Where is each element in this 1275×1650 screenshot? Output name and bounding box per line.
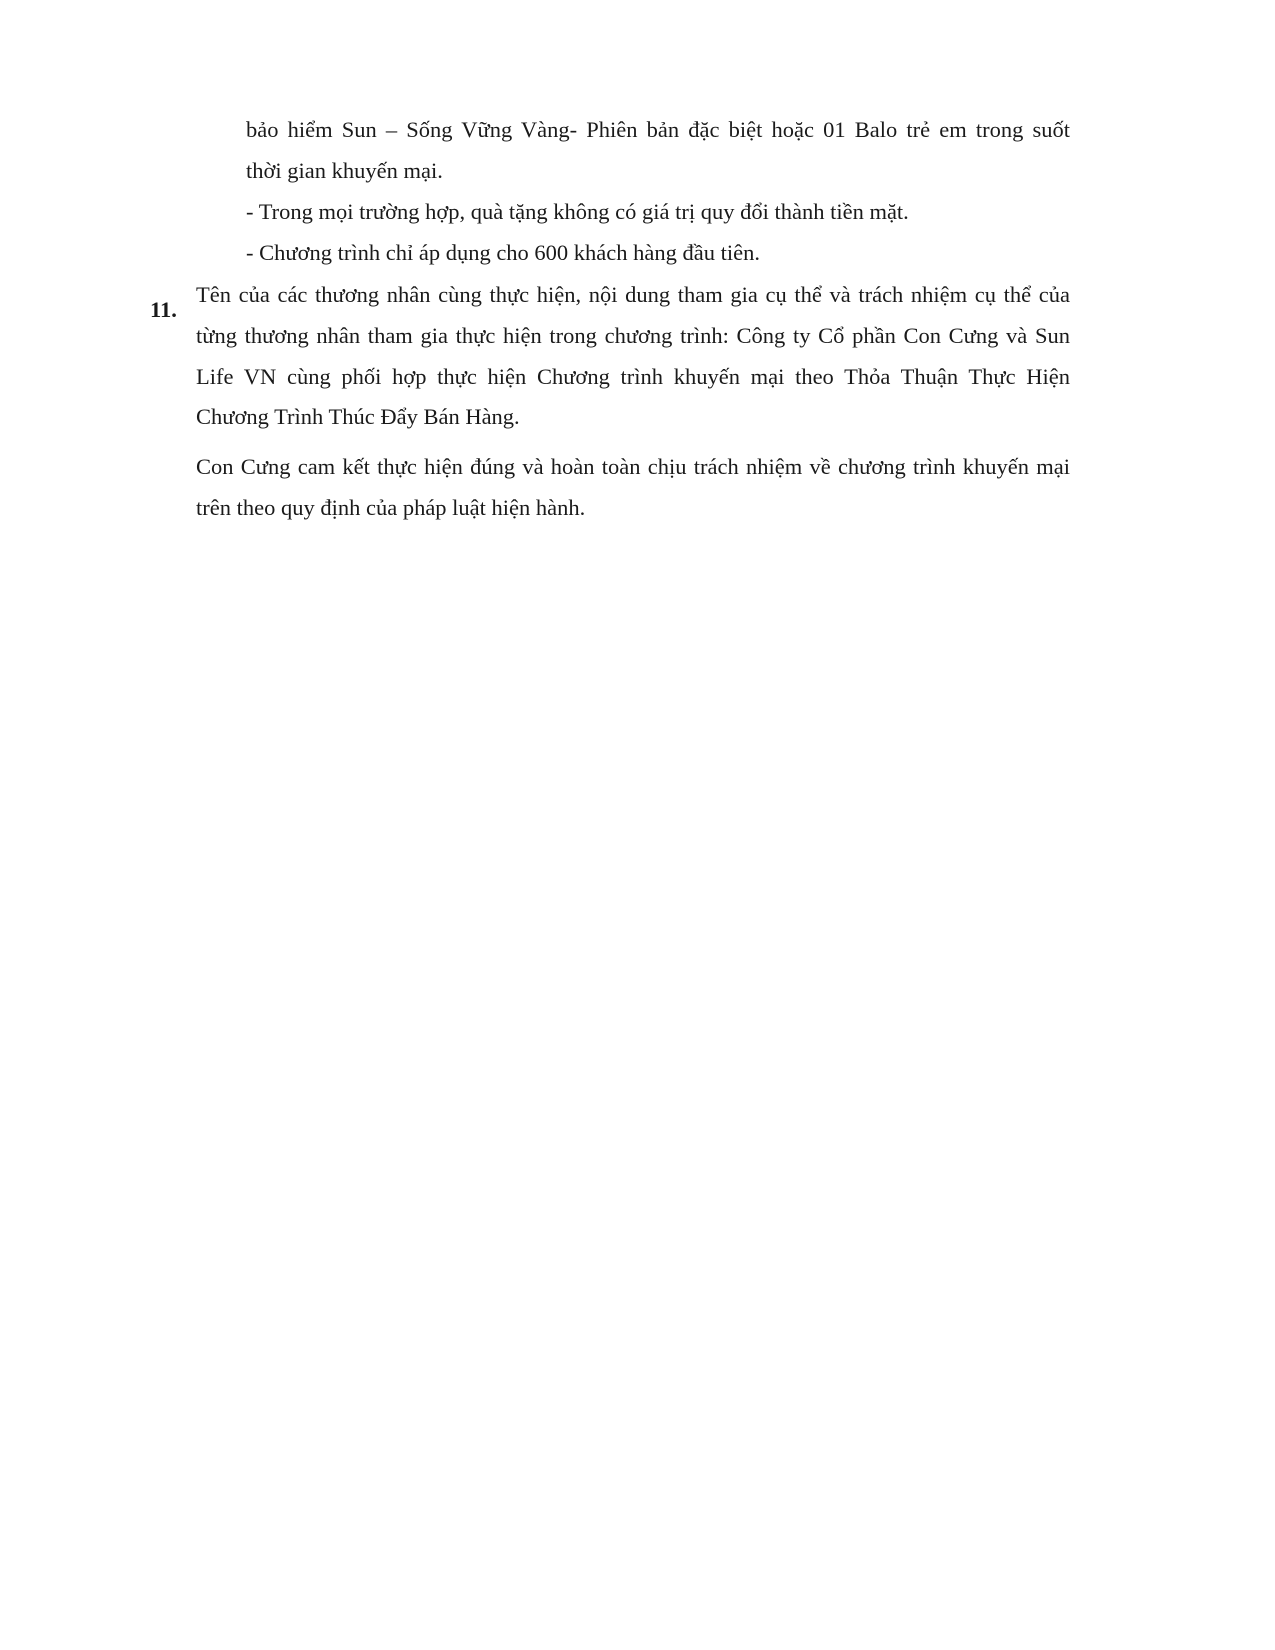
item-number: 11. bbox=[150, 297, 177, 322]
commitment-line-2: trên theo quy định của pháp luật hiện hành. bbox=[196, 495, 586, 520]
bullet-gift-no-cash: - Trong mọi trường hợp, quà tặng không có giá trị quy đổi thành tiền mặt. bbox=[246, 199, 909, 224]
item11-line-3: Life VN cùng phối hợp thực hiện Chương trình khuyến mại theo Thỏa Thuận Thực Hiện bbox=[196, 364, 1070, 389]
commitment-line-1: Con Cưng cam kết thực hiện đúng và hoàn toàn chịu trách nhiệm về chương trình khuyến mại bbox=[196, 454, 1070, 479]
item11-line-1: Tên của các thương nhân cùng thực hiện, nội dung tham gia cụ thể và trách nhiệm cụ thể của bbox=[196, 282, 1070, 307]
item11-line-2: từng thương nhân tham gia thực hiện trong chương trình: Công ty Cổ phần Con Cưng và Sun bbox=[196, 323, 1070, 348]
continuation-line-1: bảo hiểm Sun – Sống Vững Vàng- Phiên bản đặc biệt hoặc 01 Balo trẻ em trong suốt bbox=[246, 117, 1070, 142]
item11-line-4: Chương Trình Thúc Đẩy Bán Hàng. bbox=[196, 404, 520, 429]
continuation-line-2: thời gian khuyến mại. bbox=[246, 158, 443, 183]
bullet-first-600-customers: - Chương trình chỉ áp dụng cho 600 khách hàng đầu tiên. bbox=[246, 240, 760, 265]
